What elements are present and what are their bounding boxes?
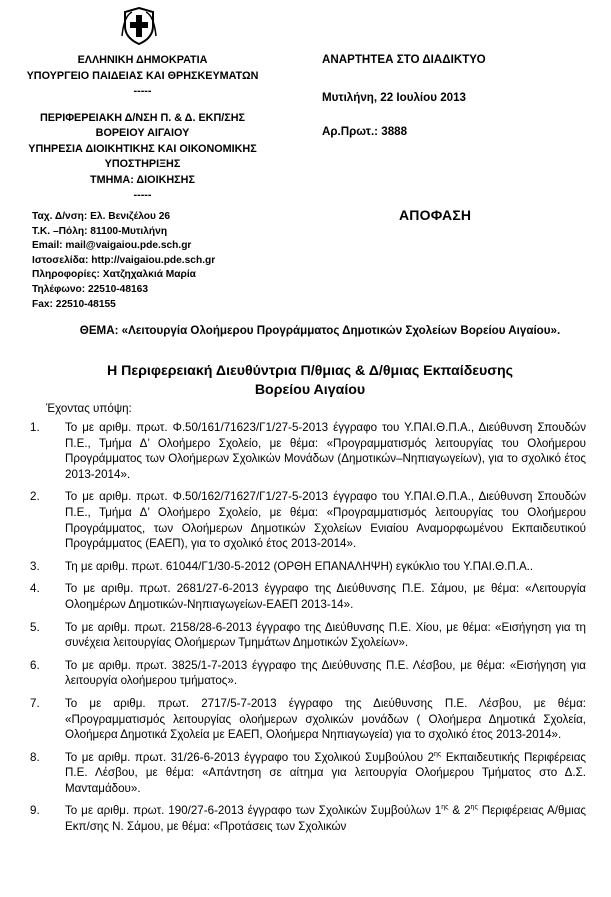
item-text-part: Εκπαιδευτικής Περιφέρειας Π.Ε. Λέσβου, με θέμα: «Απάντηση σε αίτημα για λειτουργία Ολοήμερου Τμήματος στο Δ.Σ. Μανταμάδου». bbox=[65, 750, 586, 795]
decision-title: ΑΠΟΦΑΣΗ bbox=[399, 207, 472, 223]
header-line: ΒΟΡΕΙΟΥ ΑΙΓΑΙΟΥ bbox=[95, 127, 190, 139]
item-text-part: & 2 bbox=[448, 804, 471, 818]
list-item bbox=[30, 658, 586, 689]
list-item bbox=[30, 750, 586, 797]
item-text bbox=[65, 803, 586, 834]
list-item bbox=[30, 696, 586, 743]
having-regard-label: Έχοντας υπόψη: bbox=[46, 402, 132, 415]
header-line: ΠΕΡΙΦΕΡΕΙΑΚΗ Δ/ΝΣΗ Π. & Δ. ΕΚΠ/ΣΗΣ bbox=[40, 111, 245, 124]
issuing-authority-block bbox=[10, 53, 275, 204]
contact-details bbox=[32, 210, 215, 312]
item-number: 6. bbox=[30, 658, 40, 672]
header-line: ΤΜΗΜΑ: ΔΙΟΙΚΗΣΗΣ bbox=[90, 173, 195, 186]
item-text: Το με αριθμ. πρωτ. Φ.50/161/71623/Γ1/27-5-2013 έγγραφο του Υ.ΠΑΙ.Θ.Π.Α., Διεύθυνση Σπουδών Π.Ε., Τμήμα Δ’ Ολοήμερο Σχολείο, με θέμα: «Προγραμματισμός λειτουργίας του Ολοήμερου Προγράμματος των Ολοήμερων Σχολικών Μονάδων (Δημοτικών–Νηπιαγωγείων), για το σχολικό έτος 2013-2014». bbox=[65, 421, 586, 481]
item-number: 8. bbox=[30, 750, 40, 764]
item-text-part: Το με αριθμ. πρωτ. 31/26-6-2013 έγγραφο του Σχολικού Συμβούλου 2 bbox=[65, 750, 435, 764]
header-line: ΥΠΗΡΕΣΙΑ ΔΙΟΙΚΗΤΙΚΗΣ ΚΑΙ ΟΙΚΟΝΟΜΙΚΗΣ bbox=[28, 142, 257, 155]
posting-notice: ΑΝΑΡΤΗΤΕΑ ΣΤΟ ΔΙΑΔΙΚΤΥΟ bbox=[322, 53, 486, 66]
item-number: 4. bbox=[30, 582, 40, 596]
contact-email: Email: mail@vaigaiou.pde.sch.gr bbox=[32, 240, 192, 252]
item-text: Το με αριθμ. πρωτ. 2681/27-6-2013 έγγραφο της Διεύθυνσης Π.Ε. Σάμου, με θέμα: «Λειτουργία Ολοημέρων Δημοτικών-Νηπιαγωγείων-ΕΑΕΠ 2013-14». bbox=[65, 582, 586, 611]
director-line: Η Περιφερειακή Διευθύντρια Π/θμιας & Δ/θμιας Εκπαίδευσης bbox=[106, 363, 514, 379]
item-text: Τη με αριθμ. πρωτ. 61044/Γ1/30-5-2012 (ΟΡΘΗ ΕΠΑΝΑΛΗΨΗ) εγκύκλιο του Υ.ΠΑΙ.Θ.Π.Α.. bbox=[65, 559, 534, 573]
item-number: 3. bbox=[30, 559, 40, 573]
item-number: 2. bbox=[30, 490, 40, 504]
contact-person: Πληροφορίες: Χατζηχαλκιά Μαρία bbox=[32, 269, 196, 281]
header-separator: ----- bbox=[133, 85, 152, 97]
item-text-part: Περιφέρειας Α/θμιας Εκπ/σης Ν. Σάμου, με θέμα: «Προτάσεις των Σχολικών bbox=[65, 804, 587, 834]
list-item bbox=[30, 420, 586, 482]
list-item bbox=[30, 559, 586, 575]
item-number: 9. bbox=[30, 804, 40, 818]
item-text: Το με αριθμ. πρωτ. Φ.50/162/71627/Γ1/27-5-2013 έγγραφο του Υ.ΠΑΙ.Θ.Π.Α., Διεύθυνση Σπουδών Π.Ε., Τμήμα Δ’ Ολοήμερο Σχολείο, με θέμα: «Προγραμματισμός λειτουργίας του Ολοήμερου Προγράμματος, των Ολοήμερων Δημοτικών Σχολείων Ενιαίου Αναμορφωμένου Εκπαιδευτικού Προγράμματος (ΕΑΕΠ), για το σχολικό έτος 2013-2014». bbox=[65, 490, 586, 551]
document-date: Μυτιλήνη, 22 Ιουλίου 2013 bbox=[322, 91, 466, 104]
contact-fax: Fax: 22510-48155 bbox=[32, 298, 116, 310]
subject-line: ΘΕΜΑ: «Λειτουργία Ολοήμερου Προγράμματος Δημοτικών Σχολείων Βορείου Αιγαίου». bbox=[79, 324, 561, 337]
item-text: Το με αριθμ. πρωτ. 3825/1-7-2013 έγγραφο της Διεύθυνσης Π.Ε. Λέσβου, με θέμα: «Εισήγηση για λειτουργία ολοήμερου τμήματος». bbox=[65, 658, 586, 688]
ordinal-suffix: ης bbox=[434, 750, 442, 758]
header-line: ΕΛΛΗΝΙΚΗ ΔΗΜΟΚΡΑΤΙΑ bbox=[77, 54, 208, 66]
item-number: 5. bbox=[30, 620, 40, 634]
list-item bbox=[30, 581, 586, 612]
item-text-part: Το με αριθμ. πρωτ. 190/27-6-2013 έγγραφο των Σχολικών Συμβούλων 1 bbox=[65, 804, 442, 818]
considerations-list bbox=[30, 420, 586, 842]
contact-website: Ιστοσελίδα: http://vaigaiou.pde.sch.gr bbox=[32, 254, 216, 266]
item-text bbox=[65, 750, 586, 797]
contact-phone: Τηλέφωνο: 22510-48163 bbox=[32, 283, 149, 295]
item-number: 1. bbox=[30, 421, 40, 434]
list-item bbox=[30, 803, 586, 834]
item-text: Το με αριθμ. πρωτ. 2158/28-6-2013 έγγραφο της Διεύθυνσης Π.Ε. Χίου, με θέμα: «Εισήγηση για τη συνέχεια λειτουργίας Ολοήμερων Τμημάτων Δημοτικών Σχολείων». bbox=[65, 620, 586, 650]
ordinal-suffix: ης bbox=[441, 804, 449, 812]
director-heading bbox=[30, 362, 590, 400]
director-line: Βορείου Αιγαίου bbox=[254, 382, 366, 398]
item-number: 7. bbox=[30, 696, 40, 710]
list-item bbox=[30, 489, 586, 551]
contact-postcode: Τ.Κ. –Πόλη: 81100-Μυτιλήνη bbox=[32, 225, 168, 237]
protocol-number: Αρ.Πρωτ.: 3888 bbox=[322, 125, 408, 138]
item-text: Το με αριθμ. πρωτ. 2717/5-7-2013 έγγραφο της Διεύθυνσης Π.Ε. Λέσβου, με θέμα: «Προγραμματισμός λειτουργίας ολοήμερων σχολικών μονάδων ( Ολοήμερα Δημοτικά Σχολεία, Ολοήμερα Δημοτικά Σχολεία με ΕΑΕΠ, Ολοήμερα Νηπιαγωγεία) για το σχολικό έτος 2013-2014». bbox=[65, 696, 586, 742]
header-line: ΥΠΟΣΤΗΡΙΞΗΣ bbox=[104, 158, 181, 170]
ordinal-suffix: ης bbox=[470, 804, 478, 812]
header-separator: ----- bbox=[133, 189, 152, 201]
greek-coat-of-arms-icon bbox=[120, 6, 158, 46]
list-item bbox=[30, 620, 586, 651]
header-line: ΥΠΟΥΡΓΕΙΟ ΠΑΙΔΕΙΑΣ ΚΑΙ ΘΡΗΣΚΕΥΜΑΤΩΝ bbox=[26, 69, 259, 82]
contact-address: Ταχ. Δ/νση: Ελ. Βενιζέλου 26 bbox=[32, 211, 171, 222]
